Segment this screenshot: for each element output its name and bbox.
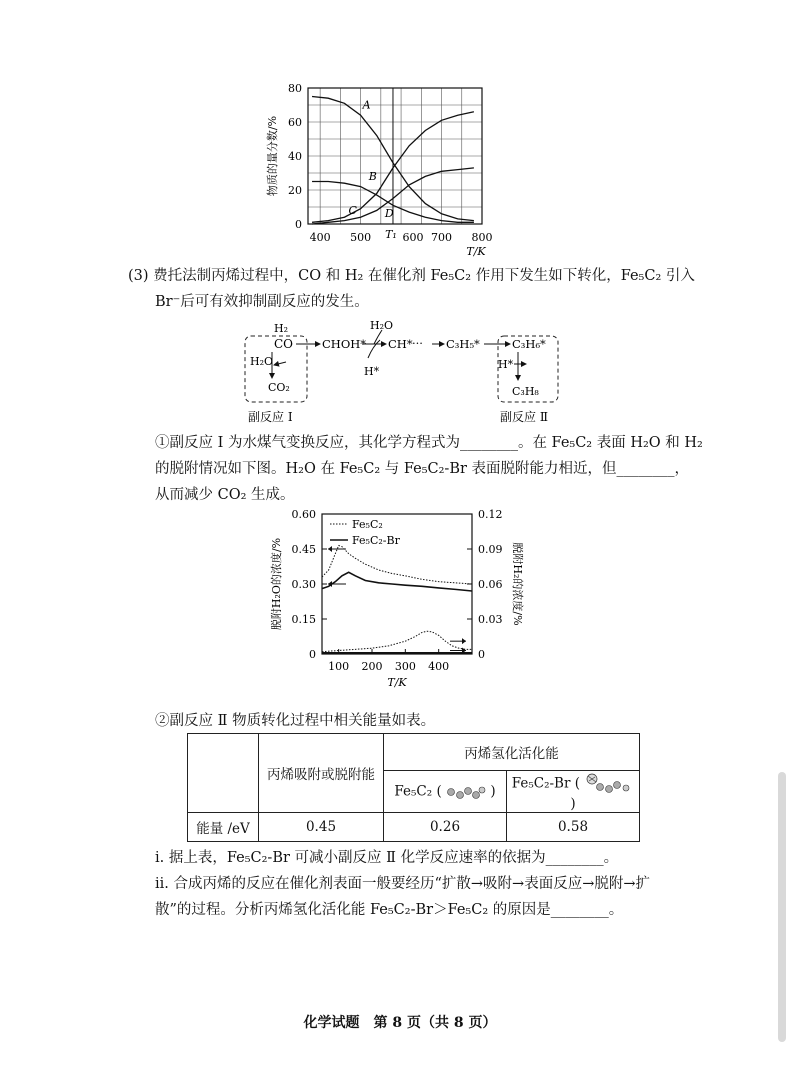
question-3-line-2: Br⁻后可有效抑制副反应的发生。 <box>155 294 369 310</box>
x-axis-label-2: T/K <box>387 676 407 689</box>
right-tick-label: 0.06 <box>478 578 503 591</box>
x-tick-label: 700 <box>431 231 453 244</box>
x-tick-label-2: 400 <box>428 660 450 673</box>
x-tick-label: 800 <box>471 231 493 244</box>
question-3-line-1: (3) 费托法制丙烯过程中，CO 和 H₂ 在催化剂 Fe₅C₂ 作用下发生如下转化，Fe₅C₂ 引入 <box>128 268 695 284</box>
series-label-D: D <box>384 207 394 221</box>
y-tick-label: 60 <box>288 116 302 129</box>
axis-arrowhead-3 <box>462 638 466 644</box>
h-star-label: H* <box>364 365 380 378</box>
part-1-line-3: 从而减少 CO₂ 生成。 <box>155 487 295 503</box>
x-tick-label-2: 300 <box>394 660 416 673</box>
h2-label: H₂ <box>274 322 289 335</box>
close-paren-1: ) <box>490 783 496 799</box>
x-tick-label-2: 200 <box>361 660 383 673</box>
val-fe5c2br: 0.58 <box>507 813 640 842</box>
val-fe5c2: 0.26 <box>384 813 507 842</box>
left-tick-label: 0.60 <box>291 508 316 521</box>
page-footer: 化学试题 第 8 页（共 8 页） <box>303 1015 497 1031</box>
question-ii-line-2: 散”的过程。分析丙烯氢化活化能 Fe₅C₂-Br＞Fe₅C₂ 的原因是________。 <box>155 902 624 918</box>
c3h6-label: C₃H₆* <box>512 337 546 351</box>
row-label: 能量 /eV <box>188 813 259 842</box>
y-tick-label: 80 <box>288 82 302 95</box>
choh-label: CHOH* <box>322 337 367 351</box>
legend-label-0: Fe₅C₂ <box>352 518 383 531</box>
right-tick-label: 0.03 <box>478 613 503 626</box>
val-adsorb: 0.45 <box>259 813 384 842</box>
col-adsorb-header: 丙烯吸附或脱附能 <box>259 734 384 813</box>
series-label-B: B <box>368 169 377 183</box>
close-paren-2: ) <box>570 795 576 812</box>
dots-label: ··· <box>412 336 423 350</box>
series-label-A: A <box>362 98 371 112</box>
side-reaction-2-label: 副反应 Ⅱ <box>500 410 548 424</box>
energy-table <box>187 733 640 842</box>
question-i: i. 据上表，Fe₅C₂-Br 可减小副反应 Ⅱ 化学反应速率的依据为________。 <box>155 850 619 866</box>
c3h8-label: C₃H₈ <box>512 385 539 398</box>
h2o-left-arrow <box>274 362 286 365</box>
scrollbar[interactable] <box>778 772 786 1042</box>
t1-label: T₁ <box>385 228 397 241</box>
y-tick-label: 20 <box>288 184 302 197</box>
propylene-br-molecule-icon <box>584 772 634 796</box>
h-star-curve <box>368 340 380 358</box>
co2-label: CO₂ <box>268 381 290 394</box>
series-line-2 <box>322 631 472 651</box>
legend-label-1: Fe₅C₂-Br <box>352 534 400 547</box>
h2o-top-label: H₂O <box>370 319 394 332</box>
left-tick-label: 0.45 <box>291 543 316 556</box>
ch-label: CH* <box>388 337 413 351</box>
propylene-molecule-icon <box>446 783 486 801</box>
sub-fe5c2-text: Fe₅C₂ ( <box>394 783 442 799</box>
question-ii-line-1: ii. 合成丙烯的反应在催化剂表面一般要经历“扩散→吸附→表面反应→脱附→扩 <box>155 876 651 892</box>
x-axis-label: T/K <box>466 245 486 258</box>
left-axis-label: 脱附H₂O的浓度/% <box>270 537 283 631</box>
mole-fraction-chart <box>262 80 512 260</box>
part-1-line-1: ①副反应 Ⅰ 为水煤气变换反应，其化学方程式为________。在 Fe₅C₂ 表面 H₂O 和 H₂ <box>155 435 703 451</box>
left-tick-label: 0.15 <box>291 613 316 626</box>
co-label: CO <box>274 337 294 351</box>
c3h5-label: C₃H₅* <box>446 337 480 351</box>
right-axis-label: 脱附H₂的浓度/% <box>511 542 524 626</box>
series-label-C: C <box>348 203 357 217</box>
left-tick-label: 0 <box>309 648 316 661</box>
reaction-scheme <box>240 318 570 430</box>
left-tick-label: 0.30 <box>291 578 316 591</box>
part-2-line-1: ②副反应 Ⅱ 物质转化过程中相关能量如表。 <box>155 713 436 729</box>
x-tick-label-2: 100 <box>328 660 350 673</box>
right-tick-label: 0.09 <box>478 543 503 556</box>
x-tick-label: 500 <box>350 231 372 244</box>
y-tick-label: 0 <box>295 218 302 231</box>
col-activation-header: 丙烯氢化活化能 <box>384 734 640 771</box>
part-1-line-2: 的脱附情况如下图。H₂O 在 Fe₅C₂ 与 Fe₅C₂-Br 表面脱附能力相近，但________， <box>155 461 690 477</box>
right-tick-label: 0.12 <box>478 508 503 521</box>
right-tick-label: 0 <box>478 648 485 661</box>
y-tick-label: 40 <box>288 150 302 163</box>
y-axis-label: 物质的量分数/% <box>266 115 279 197</box>
sub-fe5c2br-text: Fe₅C₂-Br ( <box>511 775 580 791</box>
series-line-0 <box>322 546 472 585</box>
sub-fe5c2-header <box>384 771 507 813</box>
side-reaction-1-label: 副反应 Ⅰ <box>248 410 293 424</box>
x-tick-label: 400 <box>309 231 331 244</box>
desorption-chart <box>270 508 530 708</box>
h2o-left-label: H₂O <box>250 355 274 368</box>
series-line-1 <box>322 572 472 591</box>
x-tick-label-600: 600 <box>402 231 424 244</box>
table-corner <box>188 734 259 813</box>
axis-arrowhead-0 <box>328 546 332 552</box>
h-star-right-label: H* <box>498 358 514 371</box>
sub-fe5c2br-header <box>507 771 640 813</box>
